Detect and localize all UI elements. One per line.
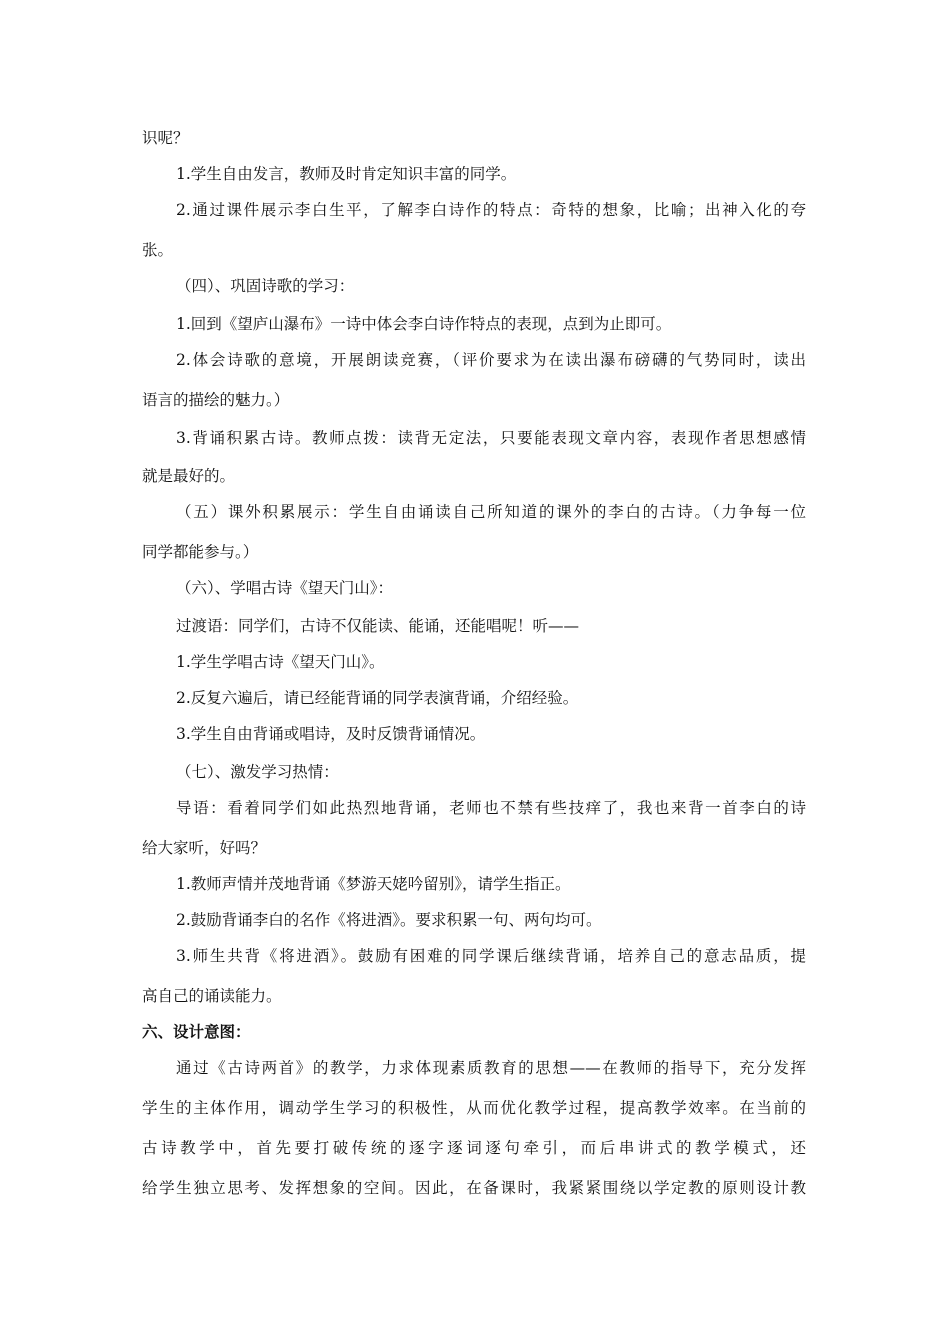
section-heading: （五）课外积累展示：学生自由诵读自己所知道的课外的李白的古诗。（力争每一位 [176, 503, 806, 521]
paragraph-line: 3.学生自由背诵或唱诗，及时反馈背诵情况。 [176, 725, 486, 743]
section-heading: （七）、激发学习热情： [176, 763, 339, 781]
section-title: 六、设计意图： [142, 1023, 251, 1041]
paragraph-line: 古诗教学中，首先要打破传统的逐字逐词逐句牵引，而后串讲式的教学模式，还 [142, 1139, 806, 1157]
section-heading: （六）、学唱古诗《望天门山》： [176, 579, 394, 597]
paragraph-line: 识呢？ [142, 129, 189, 147]
paragraph-line: 3.背诵积累古诗。教师点拨：读背无定法，只要能表现文章内容，表现作者思想感情 [176, 429, 806, 447]
paragraph-line: 导语：看着同学们如此热烈地背诵，老师也不禁有些技痒了，我也来背一首李白的诗 [176, 799, 806, 817]
paragraph-line: 1.学生自由发言，教师及时肯定知识丰富的同学。 [176, 165, 517, 183]
paragraph-line: 给学生独立思考、发挥想象的空间。因此，在备课时，我紧紧围绕以学定教的原则设计教 [142, 1179, 806, 1197]
paragraph-line: 同学都能参与。） [142, 543, 259, 561]
section-heading: （四）、巩固诗歌的学习： [176, 277, 355, 295]
paragraph-line: 1.回到《望庐山瀑布》一诗中体会李白诗作特点的表现，点到为止即可。 [176, 315, 672, 333]
paragraph-line: 1.教师声情并茂地背诵《梦游天姥吟留别》，请学生指正。 [176, 875, 571, 893]
paragraph-line: 高自己的诵读能力。 [142, 987, 282, 1005]
paragraph-line: 2.通过课件展示李白生平，了解李白诗作的特点：奇特的想象，比喻；出神入化的夸 [176, 201, 806, 219]
paragraph-line: 语言的描绘的魅力。） [142, 391, 290, 409]
paragraph-line: 过渡语：同学们，古诗不仅能读、能诵，还能唱呢！听—— [176, 617, 580, 635]
paragraph-line: 1.学生学唱古诗《望天门山》。 [176, 653, 385, 671]
paragraph-line: 给大家听，好吗？ [142, 839, 267, 857]
paragraph-line: 2.鼓励背诵李白的名作《将进酒》。要求积累一句、两句均可。 [176, 911, 602, 929]
paragraph-line: 通过《古诗两首》的教学，力求体现素质教育的思想——在教师的指导下，充分发挥 [176, 1059, 806, 1077]
paragraph-line: 2.反复六遍后，请已经能背诵的同学表演背诵，介绍经验。 [176, 689, 579, 707]
paragraph-line: 张。 [142, 241, 174, 259]
paragraph-line: 学生的主体作用，调动学生学习的积极性，从而优化教学过程，提高教学效率。在当前的 [142, 1099, 806, 1117]
paragraph-line: 3.师生共背《将进酒》。鼓励有困难的同学课后继续背诵，培养自己的意志品质，提 [176, 947, 806, 965]
paragraph-line: 2.体会诗歌的意境，开展朗读竞赛，（评价要求为在读出瀑布磅礴的气势同时，读出 [176, 351, 806, 369]
paragraph-line: 就是最好的。 [142, 467, 236, 485]
